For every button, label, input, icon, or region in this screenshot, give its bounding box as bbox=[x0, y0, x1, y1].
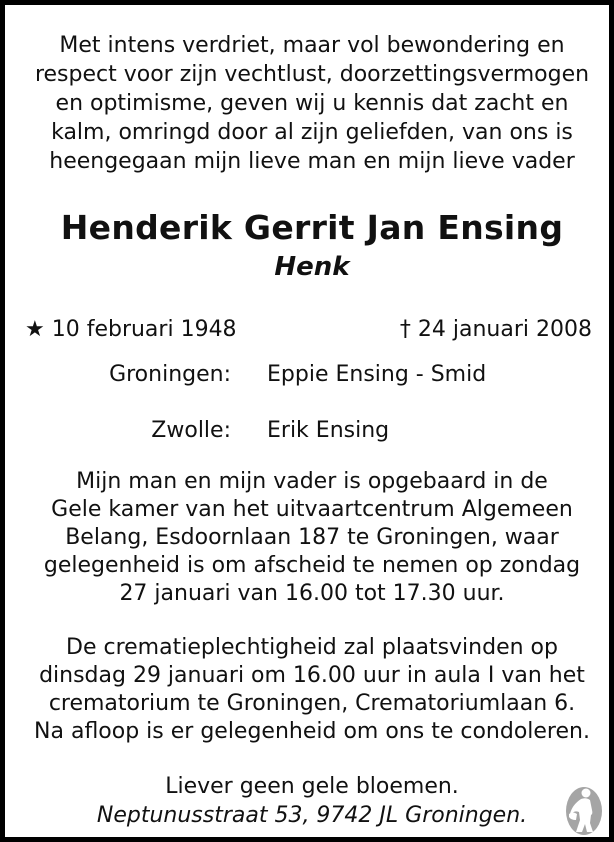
intro-line: en optimisme, geven wij u kennis dat zacht en bbox=[55, 91, 569, 116]
viewing-line: Gele kamer van het uitvaartcentrum Algemeen bbox=[51, 497, 573, 522]
family-place: Groningen: bbox=[109, 362, 231, 387]
family-member-name: Erik Ensing bbox=[267, 418, 390, 443]
closing-note: Liever geen gele bloemen. bbox=[165, 774, 459, 799]
viewing-line: Belang, Esdoornlaan 187 te Groningen, waar bbox=[65, 525, 559, 550]
ceremony-line: dinsdag 29 januari om 16.00 uur in aula I van het bbox=[39, 663, 585, 688]
viewing-line: Mijn man en mijn vader is opgebaard in de bbox=[76, 469, 548, 494]
ceremony-line: De crematieplechtigheid zal plaatsvinden op bbox=[66, 635, 558, 660]
figure-silhouette-icon bbox=[563, 784, 605, 836]
intro-line: heengegaan mijn lieve man en mijn lieve vader bbox=[49, 149, 575, 174]
intro-line: respect voor zijn vechtlust, doorzettingsvermogen bbox=[34, 62, 590, 87]
deceased-nickname: Henk bbox=[274, 252, 350, 282]
ceremony-line: Na afloop is er gelegenheid om ons te condoleren. bbox=[34, 719, 590, 744]
family-place: Zwolle: bbox=[151, 418, 231, 443]
ceremony-line: crematorium te Groningen, Crematoriumlaan 6. bbox=[48, 691, 576, 716]
intro-line: kalm, omringd door al zijn geliefden, van ons is bbox=[51, 120, 573, 145]
birth-date: ★ 10 februari 1948 bbox=[25, 317, 237, 342]
viewing-line: 27 januari van 16.00 tot 17.30 uur. bbox=[119, 581, 505, 606]
deceased-full-name: Henderik Gerrit Jan Ensing bbox=[60, 208, 564, 247]
viewing-line: gelegenheid is om afscheid te nemen op zondag bbox=[43, 553, 581, 578]
intro-line: Met intens verdriet, maar vol bewondering en bbox=[59, 33, 565, 58]
family-member-name: Eppie Ensing - Smid bbox=[267, 362, 487, 387]
address-line: Neptunusstraat 53, 9742 JL Groningen. bbox=[96, 803, 528, 828]
death-date: † 24 januari 2008 bbox=[399, 317, 592, 342]
